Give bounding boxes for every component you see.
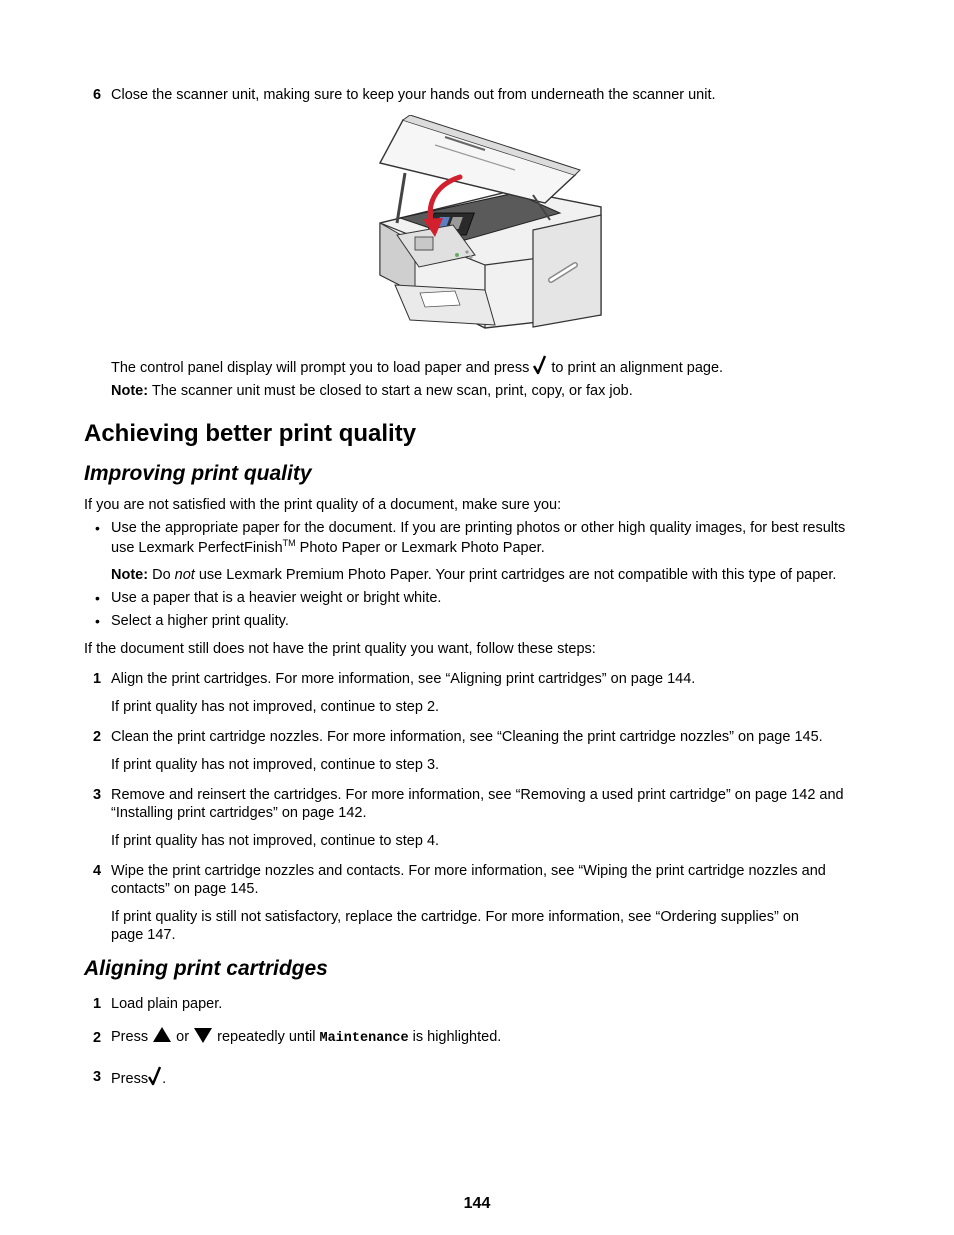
bullet-text: Use the appropriate paper for the document. If you are printing photos or other high quality images, for best results [111,520,846,536]
checkmark-icon [148,1066,162,1086]
steps-intro: If the document still does not have the print quality you want, follow these steps: [84,641,596,657]
text: . [162,1071,167,1087]
bullet-text-cont [111,539,545,557]
step-subtext: If print quality has not improved, continue to step 3. [111,757,440,773]
step-number: 4 [93,863,102,879]
step-number: 3 [93,1069,102,1085]
checkmark-icon [533,355,547,375]
down-arrow-icon [193,1026,213,1044]
note-label: Note: [111,383,149,399]
step-number: 6 [93,87,102,103]
text: repeatedly until [217,1029,316,1045]
step-number: 2 [93,729,102,745]
step-subtext: If print quality is still not satisfactory, replace the cartridge. For more information, see “Ordering supplies” on [111,909,799,925]
step-text-cont: “Installing print cartridges” on page 142. [111,805,367,821]
text: use Lexmark Premium Photo Paper. Your print cartridges are not compatible with this type of paper. [194,567,837,583]
text: Press [111,1071,149,1087]
step-subtext: If print quality has not improved, continue to step 4. [111,833,440,849]
bullet-icon: • [95,520,100,536]
step-text: Align the print cartridges. For more information, see “Aligning print cartridges” on page 144. [111,671,696,687]
emphasis: not [174,567,195,583]
prompt-text: The control panel display will prompt you to load paper and press [111,360,530,376]
note-label: Note: [111,567,149,583]
trademark: TM [282,538,296,548]
bullet-text: Use a paper that is a heavier weight or bright white. [111,590,442,606]
subsection-title: Improving print quality [84,462,312,485]
step-text: Clean the print cartridge nozzles. For more information, see “Cleaning the print cartridge nozzles” on page 145. [111,729,823,745]
text: use Lexmark PerfectFinish [111,540,283,556]
menu-item-code: Maintenance [319,1031,409,1046]
step-subtext: If print quality has not improved, continue to step 2. [111,699,440,715]
bullet-text: Select a higher print quality. [111,613,289,629]
up-arrow-icon [152,1026,172,1044]
step-text [111,1066,166,1088]
step-text: Remove and reinsert the cartridges. For more information, see “Removing a used print cartridge” on page 142 and [111,787,844,803]
text: or [176,1029,190,1045]
step-number: 1 [93,671,102,687]
step-subtext-cont: page 147. [111,927,176,943]
page-number: 144 [463,1195,491,1212]
step-text [111,1026,501,1048]
text: Press [111,1029,149,1045]
note [111,382,633,400]
printer-illustration [375,115,605,333]
text: Photo Paper or Lexmark Photo Paper. [295,540,545,556]
subsection-title: Aligning print cartridges [84,957,328,980]
step-text-cont: contacts” on page 145. [111,881,259,897]
step-number: 2 [93,1030,102,1046]
step-number: 3 [93,787,102,803]
text: Do [148,567,175,583]
note-text: The scanner unit must be closed to start a new scan, print, copy, or fax job. [151,383,633,399]
note [111,566,836,584]
step-text: Load plain paper. [111,996,223,1012]
step-text: Wipe the print cartridge nozzles and contacts. For more information, see “Wiping the print cartridge nozzles and [111,863,826,879]
section-title: Achieving better print quality [84,420,417,447]
step-number: 1 [93,996,102,1012]
prompt-line [111,355,723,377]
prompt-text-end: to print an alignment page. [551,360,724,376]
bullet-icon: • [95,590,100,606]
intro-text: If you are not satisfied with the print quality of a document, make sure you: [84,497,562,513]
bullet-icon: • [95,613,100,629]
text: is highlighted. [412,1029,502,1045]
step-text: Close the scanner unit, making sure to keep your hands out from underneath the scanner unit. [111,87,716,103]
